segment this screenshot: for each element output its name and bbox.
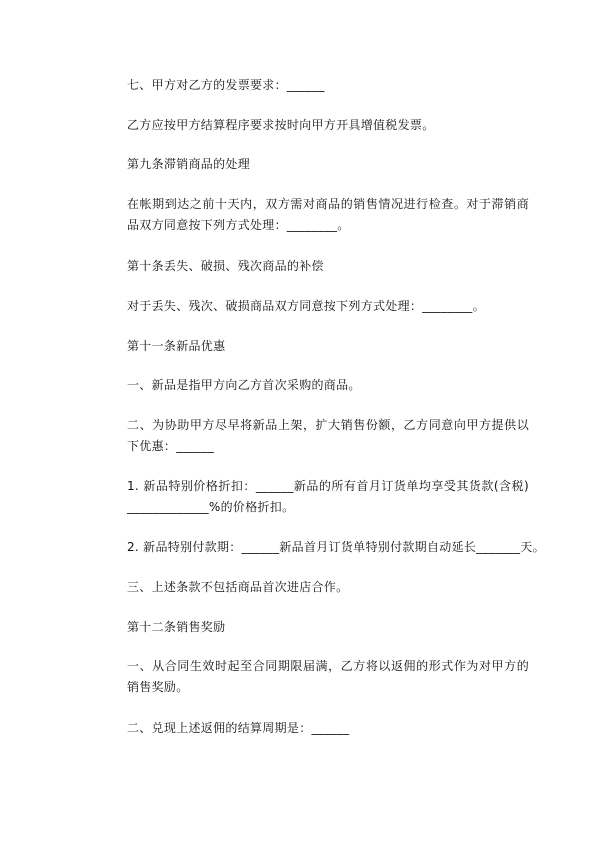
paragraph-new-product-definition: 一、新品是指甲方向乙方首次采购的商品。 bbox=[127, 378, 361, 392]
paragraph-new-product-offer: 二、为协助甲方尽早将新品上架，扩大销售份额，乙方同意向甲方提供以下优惠：______ bbox=[127, 418, 529, 453]
paragraph-exclusion: 三、上述条款不包括商品首次进店合作。 bbox=[127, 580, 349, 594]
paragraph-price-discount: 1. 新品特别价格折扣：______新品的所有首月订货单均享受其货款(含税)_____________%的价格折扣。 bbox=[127, 479, 529, 514]
heading-article-12: 第十二条销售奖励 bbox=[127, 620, 226, 634]
paragraph-damaged-goods: 对于丢失、残次、破损商品双方同意按下列方式处理：________。 bbox=[127, 299, 485, 313]
paragraph-payment-term: 2. 新品特别付款期：______新品首月订货单特别付款期自动延长_______天。 bbox=[127, 540, 545, 554]
paragraph-vat-invoice: 乙方应按甲方结算程序要求按时向甲方开具增值税发票。 bbox=[127, 118, 435, 132]
heading-article-9: 第九条滞销商品的处理 bbox=[127, 157, 251, 171]
paragraph-sales-reward: 一、从合同生效时起至合同期限届满，乙方将以返佣的形式作为对甲方的销售奖励。 bbox=[127, 659, 529, 694]
paragraph-invoice-requirement: 七、甲方对乙方的发票要求：______ bbox=[127, 78, 325, 92]
heading-article-11: 第十一条新品优惠 bbox=[127, 339, 226, 353]
paragraph-unsold-goods: 在帐期到达之前十天内，双方需对商品的销售情况进行检查。对于滞销商品双方同意按下列方式处理：________。 bbox=[127, 197, 529, 232]
paragraph-settlement-period: 二、兑现上述返佣的结算周期是：______ bbox=[127, 721, 350, 735]
heading-article-10: 第十条丢失、破损、残次商品的补偿 bbox=[127, 259, 324, 273]
